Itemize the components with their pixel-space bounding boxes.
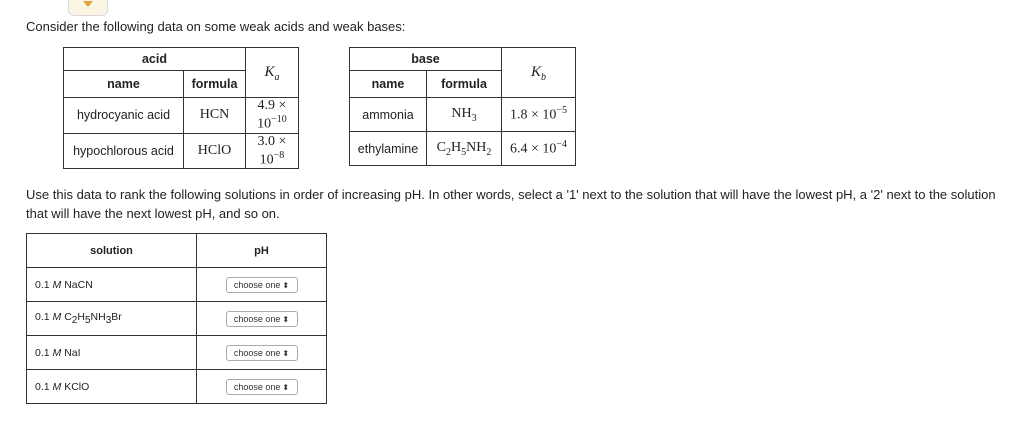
solution-header: solution — [27, 234, 197, 268]
acid-formula-cell: HCN — [184, 98, 246, 134]
instructions-text: Use this data to rank the following solutions in order of increasing pH. In other words, select a '1' next to the solution that will have the lowest pH, a '2' next to the solution that will have the next lowest pH, and so on. — [26, 187, 996, 221]
base-name-header: name — [350, 71, 427, 98]
acid-name-cell: hydrocyanic acid — [64, 98, 184, 134]
solution-cell: 0.1 M NaI — [27, 336, 197, 370]
base-name-cell: ammonia — [350, 98, 427, 132]
base-formula-cell: $C_2H_5NH_2$ — [427, 132, 502, 166]
ka-header: $K_a$ — [246, 48, 299, 98]
base-table — [349, 47, 576, 166]
kb-value-cell: $6.4 \times 10^{-4}$ — [502, 132, 576, 166]
base-name-cell: ethylamine — [350, 132, 427, 166]
ka-value-cell: $3.0 \times 10^{-8}$ — [246, 133, 299, 169]
ka-value-cell: $4.9 \times 10^{-10}$ — [246, 98, 299, 134]
ph-rank-select[interactable]: choose one ⬍ — [226, 277, 298, 293]
base-formula-header: formula — [427, 71, 502, 98]
intro-text: Consider the following data on some weak acids and weak bases: — [26, 19, 406, 34]
solution-table — [26, 233, 327, 404]
acid-name-header: name — [64, 71, 184, 98]
ph-rank-select[interactable]: choose one ⬍ — [226, 345, 298, 361]
solution-cell: 0.1 M KClO — [27, 370, 197, 404]
acid-table — [63, 47, 299, 169]
solution-cell: 0.1 M $C_2H_5NH_3Br$ — [27, 302, 197, 336]
acid-formula-cell: HClO — [184, 133, 246, 169]
collapse-toggle-icon[interactable] — [68, 0, 108, 16]
base-formula-cell: $NH_3$ — [427, 98, 502, 132]
ph-header: pH — [197, 234, 327, 268]
base-group-header: base — [350, 48, 502, 71]
chevron-down-icon — [83, 1, 93, 7]
acid-group-header: acid — [64, 48, 246, 71]
acid-formula-header: formula — [184, 71, 246, 98]
acid-name-cell: hypochlorous acid — [64, 133, 184, 169]
ph-rank-select[interactable]: choose one ⬍ — [226, 311, 298, 327]
ph-rank-select[interactable]: choose one ⬍ — [226, 379, 298, 395]
solution-cell: 0.1 M NaCN — [27, 268, 197, 302]
kb-header: $K_b$ — [502, 48, 576, 98]
kb-value-cell: $1.8 \times 10^{-5}$ — [502, 98, 576, 132]
